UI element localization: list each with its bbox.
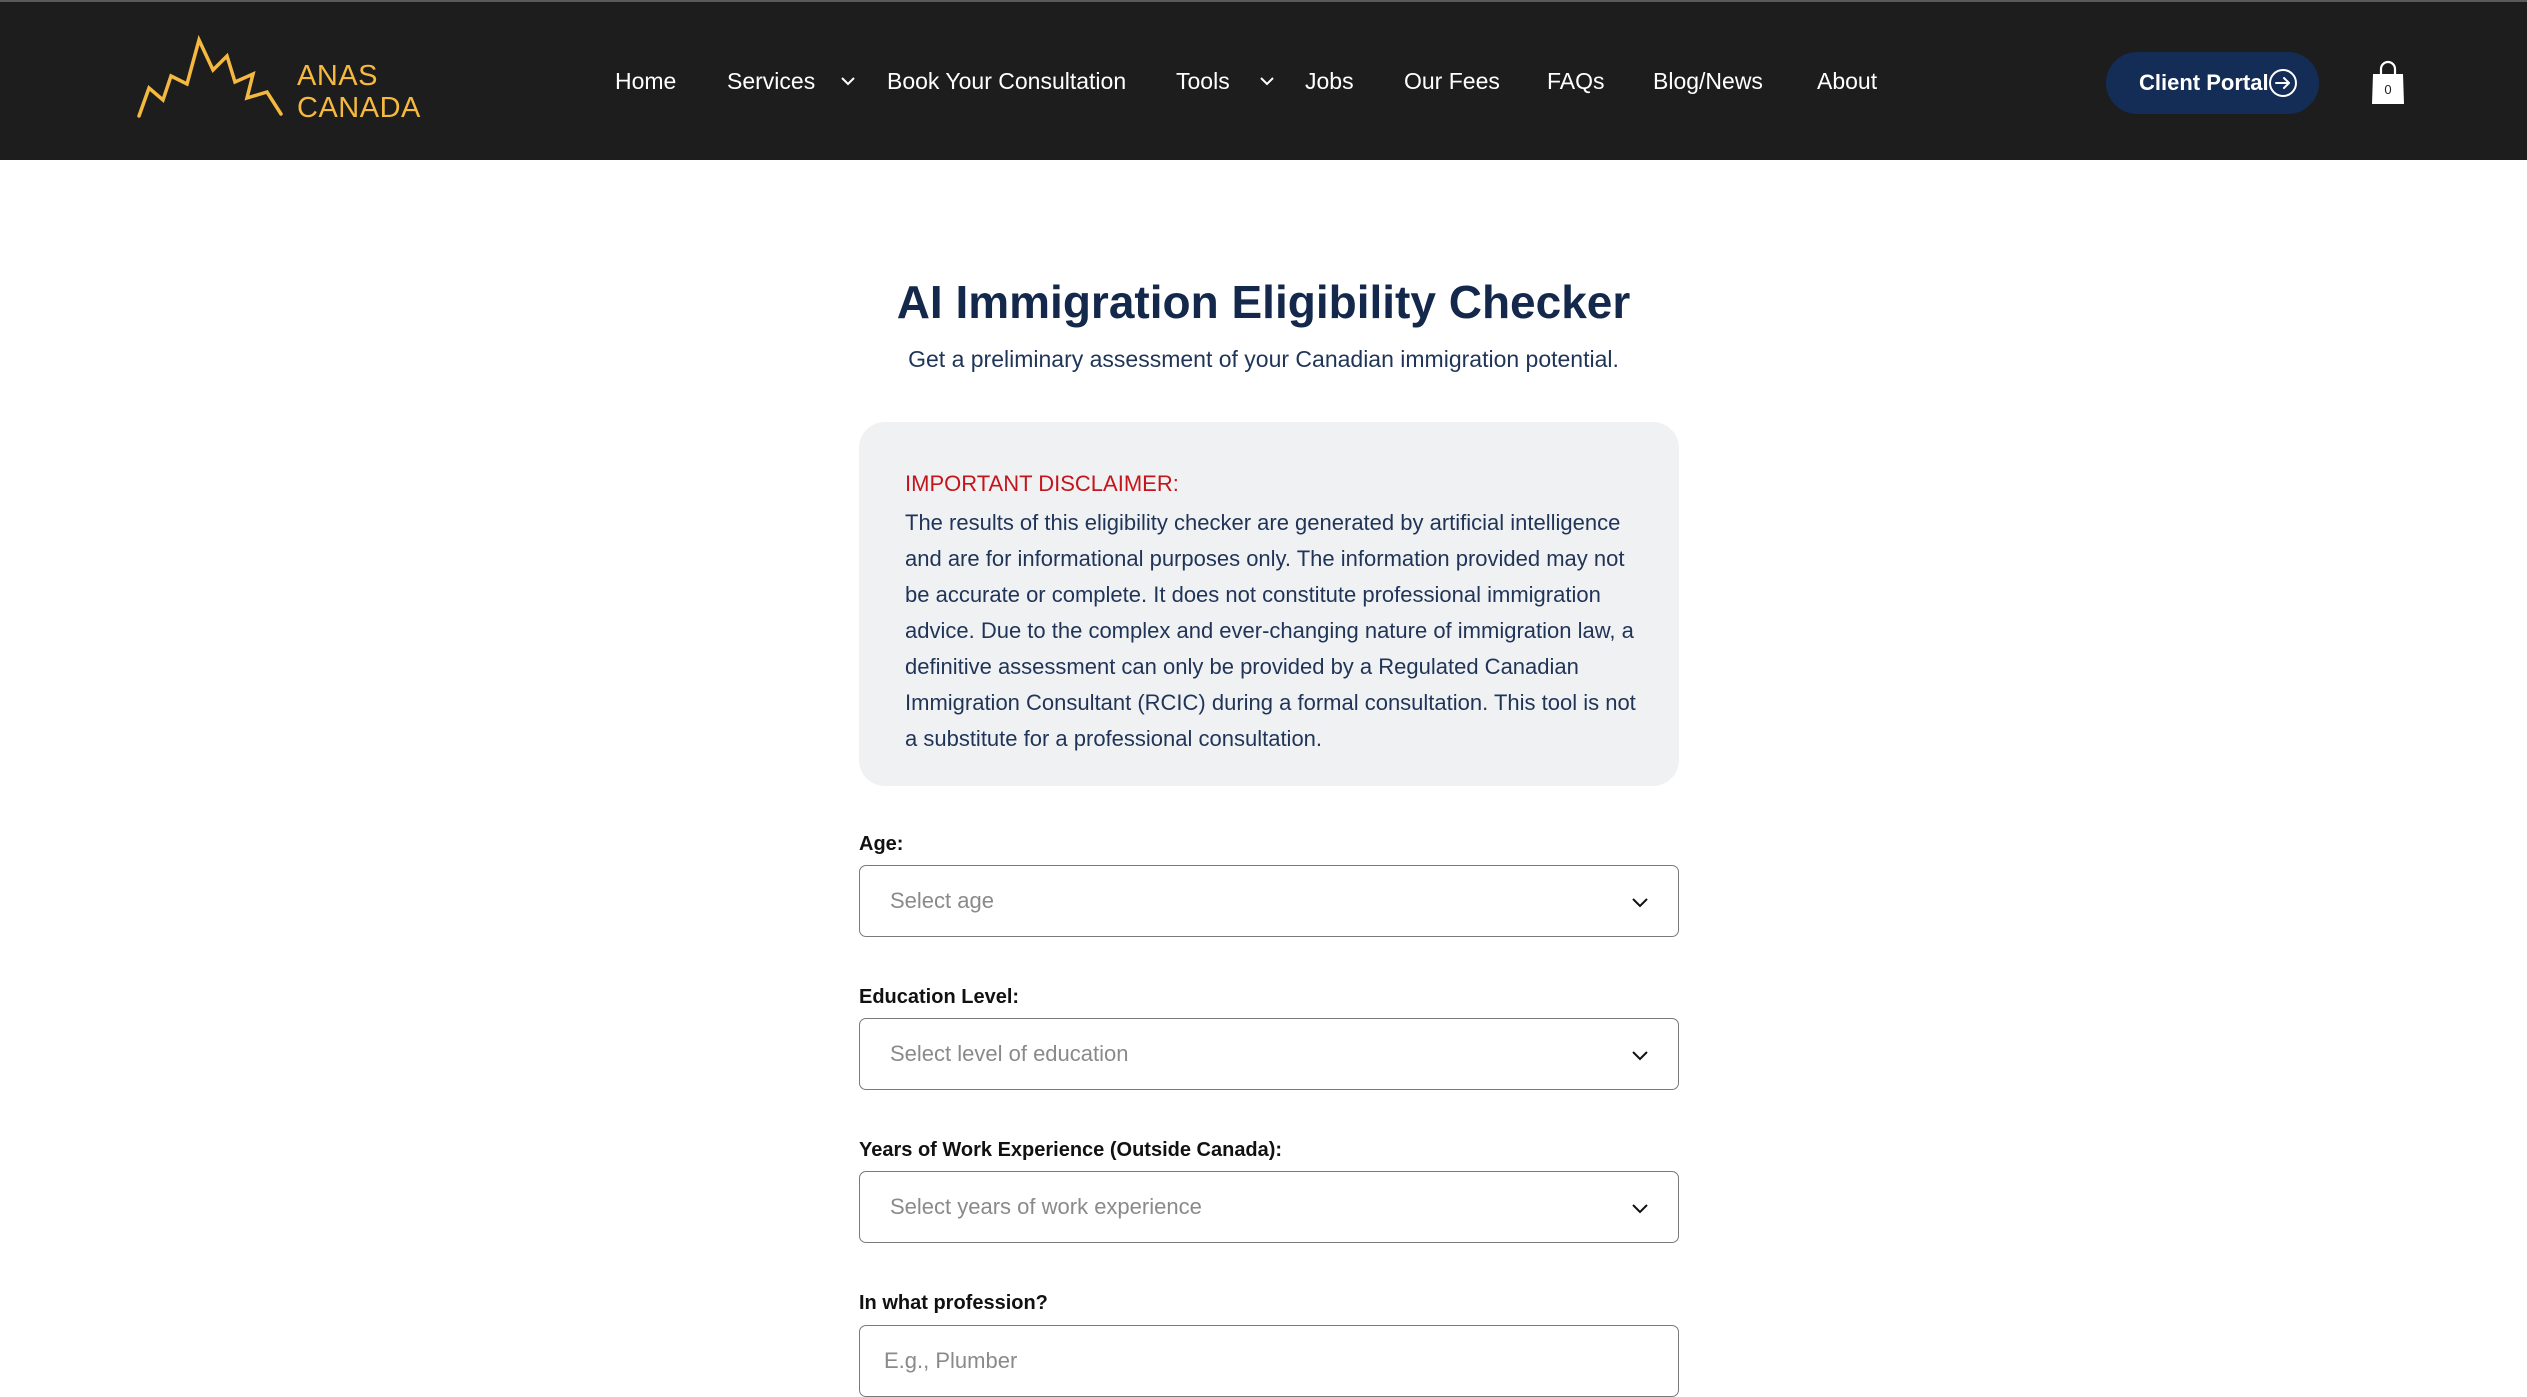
age-label: Age: xyxy=(859,833,904,855)
page-title: AI Immigration Eligibility Checker xyxy=(896,276,1631,328)
site-header xyxy=(0,0,2527,160)
disclaimer-heading: IMPORTANT DISCLAIMER: xyxy=(905,471,1179,496)
client-portal-label: Client Portal xyxy=(2139,70,2269,95)
chevron-down-icon xyxy=(1630,892,1650,912)
nav-book-consultation[interactable]: Book Your Consultation xyxy=(887,68,1127,94)
chevron-down-icon xyxy=(1630,1198,1650,1218)
brand-name-line1: ANAS xyxy=(297,60,378,92)
work-experience-label: Years of Work Experience (Outside Canada): xyxy=(859,1139,1283,1161)
age-select-value: Select age xyxy=(890,888,994,913)
chevron-down-icon[interactable] xyxy=(839,72,857,90)
page-subtitle: Get a preliminary assessment of your Canadian immigration potential. xyxy=(908,346,1619,372)
arrow-right-circle-icon xyxy=(2268,68,2298,98)
disclaimer-box xyxy=(859,422,1679,786)
nav-services[interactable]: Services xyxy=(727,68,816,94)
education-select-value: Select level of education xyxy=(890,1041,1129,1066)
education-label: Education Level: xyxy=(859,986,1020,1008)
disclaimer-text: The results of this eligibility checker are generated by artificial intelligence and are for informational purposes only. The information provided may not be accurate or complete. It does not constitute professional immigration advice. Due to the complex and ever-changing nature of immigration law, a definitive assessment can only be provided by a Regulated Canadian Immigration Consultant (RCIC) during a formal consultation. This tool is not a substitute for a professional consultation. xyxy=(905,510,1636,751)
cart-count: 0 xyxy=(2384,82,2392,97)
nav-about[interactable]: About xyxy=(1817,68,1878,94)
age-select[interactable] xyxy=(859,865,1679,937)
nav-our-fees[interactable]: Our Fees xyxy=(1404,68,1500,94)
client-portal-button[interactable] xyxy=(2106,52,2319,114)
work-experience-select-value: Select years of work experience xyxy=(890,1194,1202,1219)
maple-leaf-icon xyxy=(135,34,285,124)
chevron-down-icon[interactable] xyxy=(1258,72,1276,90)
profession-input[interactable] xyxy=(859,1325,1679,1397)
brand-logo[interactable] xyxy=(135,34,425,124)
work-experience-select[interactable] xyxy=(859,1171,1679,1243)
nav-jobs[interactable]: Jobs xyxy=(1305,68,1354,94)
brand-name-line2: CANADA xyxy=(297,92,421,124)
brand-name xyxy=(297,60,421,124)
nav-faqs[interactable]: FAQs xyxy=(1547,68,1605,94)
profession-label: In what profession? xyxy=(859,1292,1048,1314)
nav-home[interactable]: Home xyxy=(615,68,677,94)
nav-tools[interactable]: Tools xyxy=(1176,68,1230,94)
nav-blog-news[interactable]: Blog/News xyxy=(1653,68,1763,94)
education-select[interactable] xyxy=(859,1018,1679,1090)
chevron-down-icon xyxy=(1630,1045,1650,1065)
cart-button[interactable] xyxy=(2370,60,2406,106)
